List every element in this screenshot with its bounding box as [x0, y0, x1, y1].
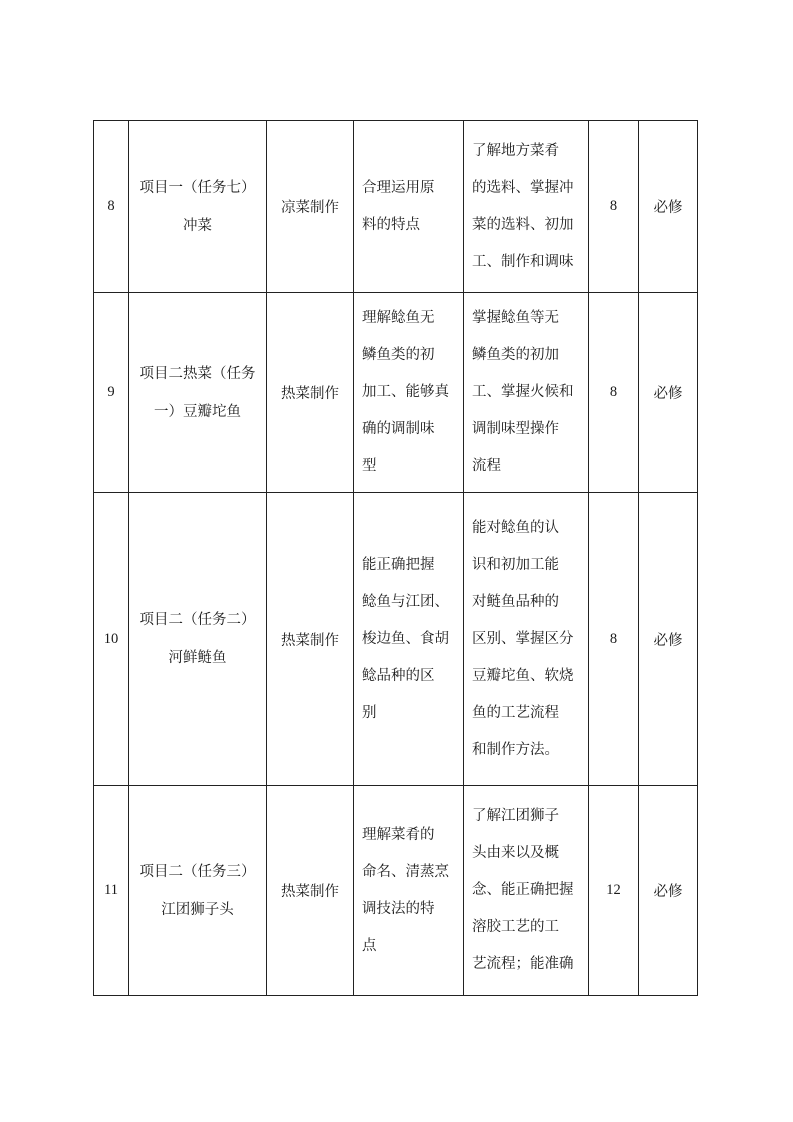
- row-number: 11: [94, 786, 129, 996]
- project-name: 项目二（任务二） 河鲜鲢鱼: [139, 612, 256, 666]
- class-hours: 8: [589, 293, 639, 493]
- course-type: 必修: [639, 493, 698, 786]
- project-name: 项目二（任务三） 江团狮子头: [139, 863, 256, 918]
- skill-goal: 能对鲶鱼的认 识和初加工能 对鲢鱼品种的 区别、掌握区分 豆瓣坨鱼、软烧 鱼的工艺流程 和制作方法。: [472, 519, 574, 758]
- row-number: 8: [94, 121, 129, 293]
- course-category: 凉菜制作: [267, 121, 354, 293]
- knowledge-goal: 理解菜肴的 命名、清蒸烹 调技法的特 点: [362, 826, 449, 954]
- class-hours: 8: [589, 121, 639, 293]
- class-hours: 12: [589, 786, 639, 996]
- table-row: [94, 121, 698, 293]
- row-number: 10: [94, 493, 129, 786]
- table-row: [94, 786, 698, 996]
- skill-goal: 了解地方菜肴 的选料、掌握冲 菜的选料、初加 工、制作和调味: [472, 142, 574, 270]
- table-row: [94, 493, 698, 786]
- class-hours: 8: [589, 493, 639, 786]
- skill-goal: 了解江团狮子 头由来以及概 念、能正确把握 溶胶工艺的工 艺流程；能准确: [472, 808, 574, 972]
- course-type: 必修: [639, 786, 698, 996]
- course-category: 热菜制作: [267, 786, 354, 996]
- course-type: 必修: [639, 293, 698, 493]
- knowledge-goal: 能正确把握 鲶鱼与江团、 梭边鱼、食胡 鲶品种的区 别: [362, 556, 449, 721]
- table-row: [94, 293, 698, 493]
- course-category: 热菜制作: [267, 493, 354, 786]
- course-category: 热菜制作: [267, 293, 354, 493]
- project-name: 项目二热菜（任务 一）豆瓣坨鱼: [139, 365, 256, 420]
- skill-goal: 掌握鲶鱼等无 鳞鱼类的初加 工、掌握火候和 调制味型操作 流程: [472, 310, 574, 474]
- project-name: 项目一（任务七） 冲菜: [139, 179, 256, 234]
- course-table: [93, 120, 698, 996]
- knowledge-goal: 理解鲶鱼无 鳞鱼类的初 加工、能够真 确的调制味 型: [362, 310, 449, 474]
- knowledge-goal: 合理运用原 料的特点: [362, 179, 435, 233]
- course-type: 必修: [639, 121, 698, 293]
- row-number: 9: [94, 293, 129, 493]
